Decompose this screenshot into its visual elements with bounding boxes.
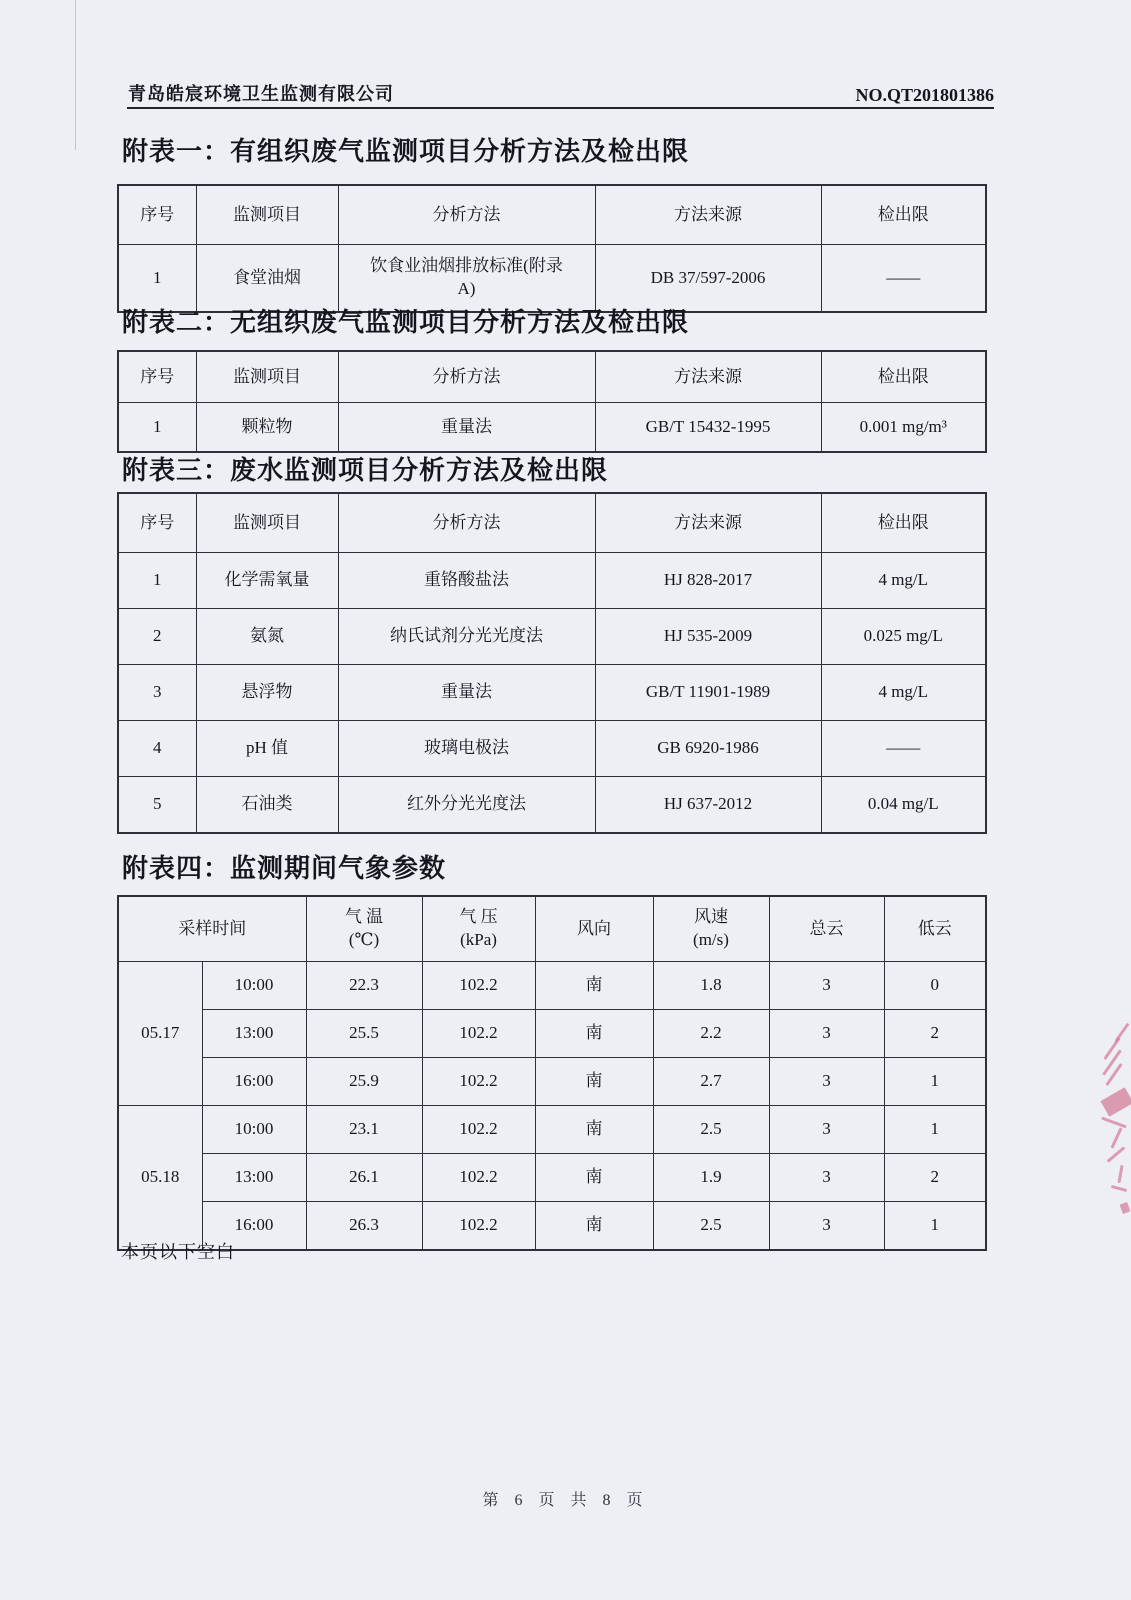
table-row [118,1058,986,1106]
table-cell: 102.2 [422,1010,535,1058]
date-cell: 05.18 [118,1106,202,1251]
table-cell: 25.9 [306,1058,422,1106]
table-cell: 3 [769,962,884,1010]
table-cell: 16:00 [202,1058,306,1106]
column-header-label: 气 温 [344,907,384,927]
column-header: 风向 [535,896,653,962]
table-cell: 3 [118,665,196,721]
column-header: 分析方法 [338,351,595,403]
table-cell: 1 [118,553,196,609]
column-header: 方法来源 [595,185,821,245]
column-header: 低云 [884,896,986,962]
table-cell: 2.7 [653,1058,769,1106]
table-cell: 悬浮物 [196,665,338,721]
table-cell: 2.5 [653,1202,769,1251]
table-cell: 13:00 [202,1010,306,1058]
column-header-unit: (℃) [348,930,380,949]
table-cell: 102.2 [422,1154,535,1202]
table-row [118,1106,986,1154]
table-cell: 石油类 [196,777,338,834]
table-cell: 氨氮 [196,609,338,665]
page-number-footer: 第 6 页 共 8 页 [482,1492,649,1509]
section-title-table1: 附表一：有组织废气监测项目分析方法及检出限 [122,137,690,166]
table-cell: 10:00 [202,1106,306,1154]
table-row [118,553,986,609]
table-cell: 重量法 [338,665,595,721]
table-header-row [118,493,986,553]
column-header: 分析方法 [338,185,595,245]
table-cell: HJ 637-2012 [595,777,821,834]
table-cell: 红外分光光度法 [338,777,595,834]
table-row [118,962,986,1010]
column-header: 方法来源 [595,493,821,553]
table-cell: 3 [769,1106,884,1154]
table-cell: 102.2 [422,1202,535,1251]
column-header-label: 风速 [694,907,728,927]
column-header: 序号 [118,351,196,403]
table-cell: 饮食业油烟排放标准(附录A) [338,245,595,313]
header-rule [127,107,994,109]
column-header: 采样时间 [118,896,306,962]
table-cell: 0 [884,962,986,1010]
table-row [118,1154,986,1202]
table-header-row [118,185,986,245]
table-cell: 2 [118,609,196,665]
column-header-unit: (kPa) [460,930,497,949]
table-cell: 26.1 [306,1154,422,1202]
table-cell: 25.5 [306,1010,422,1058]
table-cell: 1 [884,1058,986,1106]
table-header-row [118,351,986,403]
table-row [118,665,986,721]
column-header: 序号 [118,493,196,553]
table-cell: 3 [769,1154,884,1202]
column-header [422,896,535,962]
table-cell: 1.8 [653,962,769,1010]
column-header [653,896,769,962]
table-cell: 南 [535,1058,653,1106]
column-header: 方法来源 [595,351,821,403]
table-cell: 1 [884,1202,986,1251]
table-cell: 南 [535,1010,653,1058]
table-cell: 3 [769,1010,884,1058]
table-cell: 3 [769,1202,884,1251]
red-stamp-fragment [1071,1015,1131,1220]
table-cell: —— [821,721,986,777]
table-cell: 1 [118,245,196,313]
table-cell: 2 [884,1154,986,1202]
table-cell: 1.9 [653,1154,769,1202]
section-title-table4: 附表四：监测期间气象参数 [122,854,447,883]
table-cell: pH 值 [196,721,338,777]
table-cell: HJ 828-2017 [595,553,821,609]
table-cell: 3 [769,1058,884,1106]
table-cell: 玻璃电极法 [338,721,595,777]
table-cell: 2.2 [653,1010,769,1058]
table-cell: 13:00 [202,1154,306,1202]
table-cell: GB 6920-1986 [595,721,821,777]
table-row [118,609,986,665]
section-title-table2: 附表二：无组织废气监测项目分析方法及检出限 [122,308,690,337]
report-number: NO.QT201801386 [855,85,994,105]
table-cell: 颗粒物 [196,403,338,453]
column-header [306,896,422,962]
table-cell: HJ 535-2009 [595,609,821,665]
table-row [118,721,986,777]
table-cell: 南 [535,1106,653,1154]
table-cell: 5 [118,777,196,834]
table-cell: 102.2 [422,962,535,1010]
table-cell: 南 [535,962,653,1010]
table-cell: 0.025 mg/L [821,609,986,665]
table-cell: 1 [118,403,196,453]
table-row [118,1202,986,1251]
table-cell: 重量法 [338,403,595,453]
table-cell: 16:00 [202,1202,306,1251]
column-header: 分析方法 [338,493,595,553]
table-cell: 南 [535,1154,653,1202]
table-cell: 2 [884,1010,986,1058]
column-header: 监测项目 [196,493,338,553]
column-header: 监测项目 [196,351,338,403]
company-name: 青岛皓宸环境卫生监测有限公司 [128,84,394,104]
table-cell: 纳氏试剂分光光度法 [338,609,595,665]
column-header: 监测项目 [196,185,338,245]
table-cell: 4 [118,721,196,777]
table-cell: 22.3 [306,962,422,1010]
table-cell: 0.04 mg/L [821,777,986,834]
table-cell: 南 [535,1202,653,1251]
table-organized-exhaust [117,184,987,313]
table-cell: DB 37/597-2006 [595,245,821,313]
table-weather-parameters [117,895,987,1251]
table-cell: —— [821,245,986,313]
table-cell: GB/T 11901-1989 [595,665,821,721]
table-cell: 4 mg/L [821,665,986,721]
table-cell: 102.2 [422,1058,535,1106]
column-header-unit: (m/s) [693,930,729,949]
table-row [118,403,986,453]
column-header: 检出限 [821,351,986,403]
scan-artifact-line [75,0,76,150]
section-title-table3: 附表三：废水监测项目分析方法及检出限 [122,456,609,485]
table-fugitive-exhaust [117,350,987,453]
table-cell: 0.001 mg/m³ [821,403,986,453]
date-cell: 05.17 [118,962,202,1106]
table-wastewater [117,492,987,834]
column-header: 序号 [118,185,196,245]
table-cell: 10:00 [202,962,306,1010]
table-cell: 重铬酸盐法 [338,553,595,609]
table-cell: 食堂油烟 [196,245,338,313]
blank-below-note: 本页以下空白 [121,1242,235,1262]
column-header-label: 气 压 [459,907,498,927]
column-header: 检出限 [821,493,986,553]
column-header: 检出限 [821,185,986,245]
table-cell: 26.3 [306,1202,422,1251]
column-header: 总云 [769,896,884,962]
table-cell: GB/T 15432-1995 [595,403,821,453]
table-cell: 2.5 [653,1106,769,1154]
table-cell: 1 [884,1106,986,1154]
table-cell: 化学需氧量 [196,553,338,609]
table-row [118,777,986,834]
table-row [118,1010,986,1058]
table-cell: 102.2 [422,1106,535,1154]
table-cell: 4 mg/L [821,553,986,609]
table-cell: 23.1 [306,1106,422,1154]
table-header-row [118,896,986,962]
document-header [128,80,994,106]
